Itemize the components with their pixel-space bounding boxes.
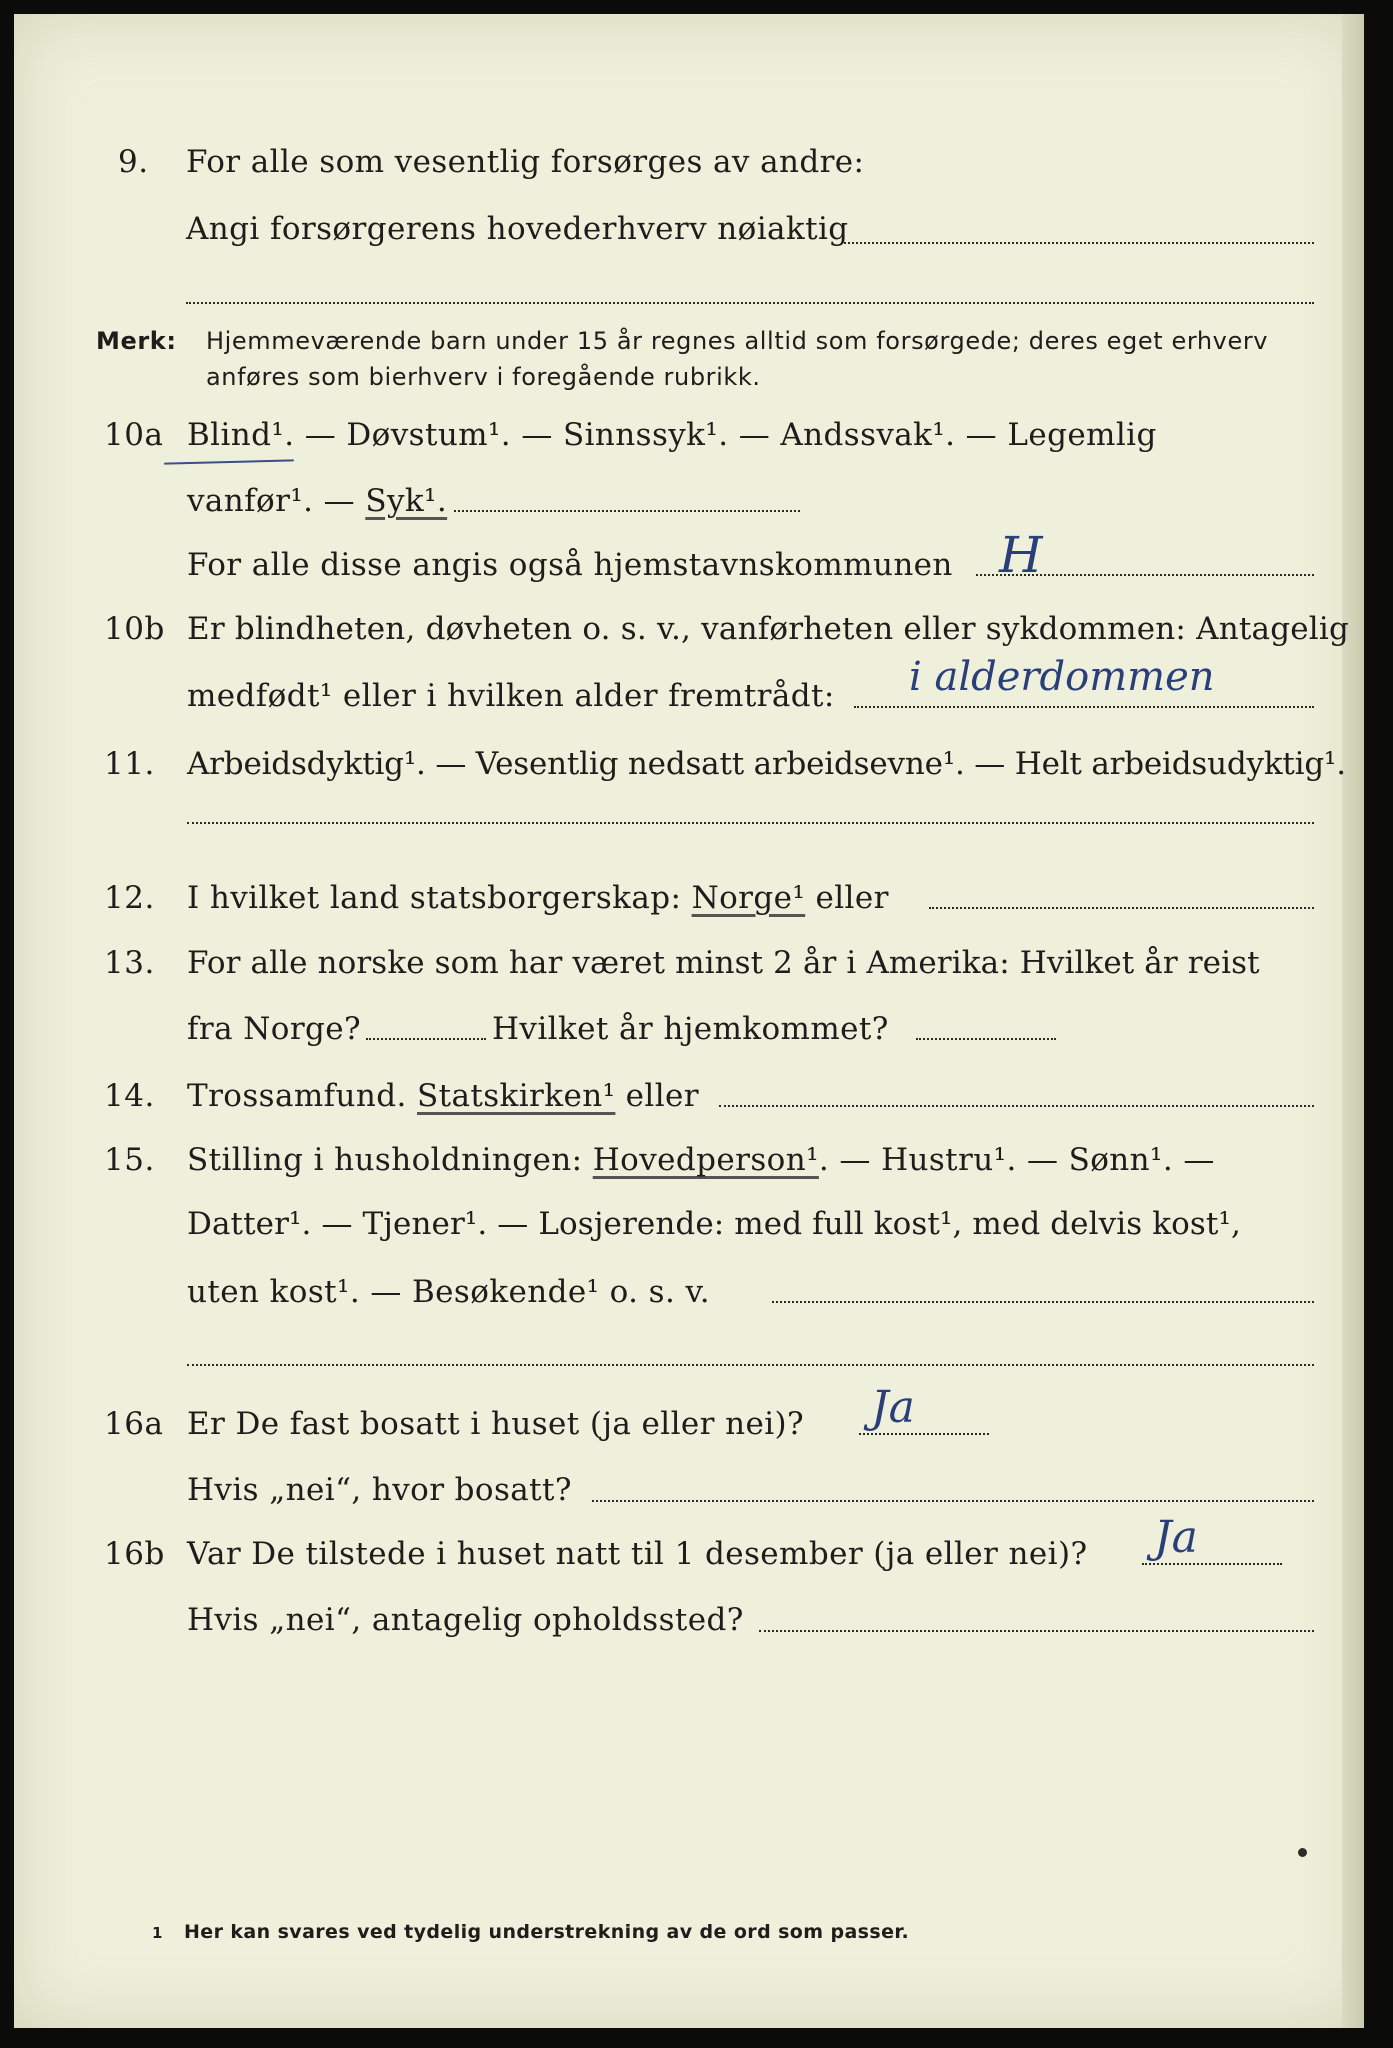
option-norge[interactable]: Norge¹ <box>691 880 806 916</box>
question-number: 14. <box>104 1078 155 1114</box>
question-10a-line-2 <box>14 483 1354 543</box>
question-14 <box>14 1078 1354 1138</box>
answer-line[interactable] <box>916 1038 1056 1040</box>
question-13-line-2 <box>14 1011 1354 1071</box>
merk-text: Hjemmeværende barn under 15 år regnes alltid som forsørgede; deres eget erhverv <box>206 327 1269 355</box>
question-text: medfødt¹ eller i hvilken alder fremtrådt: <box>187 678 835 714</box>
question-number: 16b <box>104 1536 165 1572</box>
question-text: For alle som vesentlig forsørges av andre: <box>186 144 865 180</box>
answer-line[interactable] <box>844 242 1314 244</box>
question-text: Hvis „nei“, antagelig opholdssted? <box>187 1602 744 1638</box>
option-hovedperson[interactable]: Hovedperson¹ <box>592 1142 819 1178</box>
question-number: 15. <box>104 1142 155 1178</box>
question-number: 11. <box>104 746 155 782</box>
footnote-text: Her kan svares ved tydelig understrekning av de ord som passer. <box>184 1921 910 1943</box>
options-text: vanfør¹. — <box>187 483 366 519</box>
question-number: 16a <box>104 1406 164 1442</box>
answer-line[interactable] <box>186 302 1314 304</box>
question-number: 12. <box>104 880 155 916</box>
question-text: For alle norske som har været minst 2 år i Amerika: Hvilket år reist <box>187 945 1260 981</box>
question-text: fra Norge? <box>187 1011 362 1047</box>
answer-line[interactable] <box>187 822 1314 824</box>
question-15-line-2 <box>14 1206 1354 1266</box>
handwritten-answer: Ja <box>871 1382 915 1433</box>
question-text: eller <box>615 1078 699 1114</box>
options-text: . — Hustru¹. — Sønn¹. — <box>818 1142 1215 1178</box>
census-form-page <box>14 14 1364 2028</box>
footnote <box>14 1921 1354 1981</box>
question-16b <box>14 1536 1354 1596</box>
answer-line[interactable] <box>187 1364 1314 1366</box>
handwritten-answer: i alderdommen <box>909 654 1215 700</box>
question-text: Hvis „nei“, hvor bosatt? <box>187 1472 572 1508</box>
answer-line[interactable] <box>719 1105 1314 1107</box>
answer-line[interactable] <box>772 1301 1314 1303</box>
footnote-mark: 1 <box>152 1924 163 1942</box>
question-9-line-2 <box>14 211 1354 271</box>
question-number: 10b <box>104 611 165 647</box>
option-blind[interactable]: Blind¹. <box>187 417 295 453</box>
question-16b-line-2 <box>14 1602 1354 1662</box>
option-syk[interactable]: Syk¹. <box>365 483 448 519</box>
question-number: 13. <box>104 945 155 981</box>
question-text: Stilling i husholdningen: <box>187 1142 593 1178</box>
merk-text: anføres som bierhverv i foregående rubrikk. <box>206 363 761 391</box>
question-15 <box>14 1142 1354 1202</box>
options-text: — Døvstum¹. — Sinnssyk¹. — Andssvak¹. — Legemlig <box>294 417 1157 453</box>
answer-line[interactable] <box>929 907 1314 909</box>
handwritten-answer: H <box>999 526 1043 584</box>
answer-line[interactable] <box>454 510 800 512</box>
options-text: Datter¹. — Tjener¹. — Losjerende: med full kost¹, med delvis kost¹, <box>187 1206 1241 1242</box>
question-text: I hvilket land statsborgerskap: <box>187 880 692 916</box>
question-text: For alle disse angis også hjemstavnskommunen <box>187 547 953 583</box>
question-text: Angi forsørgerens hovederhverv nøiaktig <box>186 211 849 247</box>
ink-speck <box>1298 1848 1307 1857</box>
answer-line[interactable] <box>366 1038 486 1040</box>
handwritten-answer: Ja <box>1154 1512 1198 1563</box>
question-10a <box>14 417 1354 477</box>
question-9 <box>14 144 1354 204</box>
question-16a-line-2 <box>14 1472 1354 1532</box>
merk-label: Merk: <box>96 327 177 355</box>
question-text: Var De tilstede i huset natt til 1 desember (ja eller nei)? <box>187 1536 1088 1572</box>
question-15-line-3 <box>14 1274 1354 1334</box>
merk-note-line-2 <box>14 363 1354 423</box>
answer-line[interactable] <box>859 1433 989 1435</box>
question-12 <box>14 880 1354 940</box>
question-text: Er De fast bosatt i huset (ja eller nei)? <box>187 1406 805 1442</box>
question-10a-line-3 <box>14 547 1354 607</box>
question-13 <box>14 945 1354 1005</box>
question-text: Hvilket år hjemkommet? <box>492 1011 889 1047</box>
answer-line[interactable] <box>592 1500 1314 1502</box>
question-number: 10a <box>104 417 164 453</box>
option-statskirken[interactable]: Statskirken¹ <box>417 1078 616 1114</box>
answer-line[interactable] <box>854 706 1314 708</box>
question-text: Er blindheten, døvheten o. s. v., vanførheten eller sykdommen: Antagelig <box>187 611 1350 647</box>
answer-line[interactable] <box>759 1630 1314 1632</box>
question-11 <box>14 746 1354 806</box>
question-text: Arbeidsdyktig¹. — Vesentlig nedsatt arbeidsevne¹. — Helt arbeidsudyktig¹. <box>187 746 1346 782</box>
question-number: 9. <box>118 144 149 180</box>
question-text: Trossamfund. <box>187 1078 418 1114</box>
answer-line[interactable] <box>1142 1563 1282 1565</box>
question-16a <box>14 1406 1354 1466</box>
question-text: eller <box>805 880 889 916</box>
options-text: uten kost¹. — Besøkende¹ o. s. v. <box>187 1274 710 1310</box>
